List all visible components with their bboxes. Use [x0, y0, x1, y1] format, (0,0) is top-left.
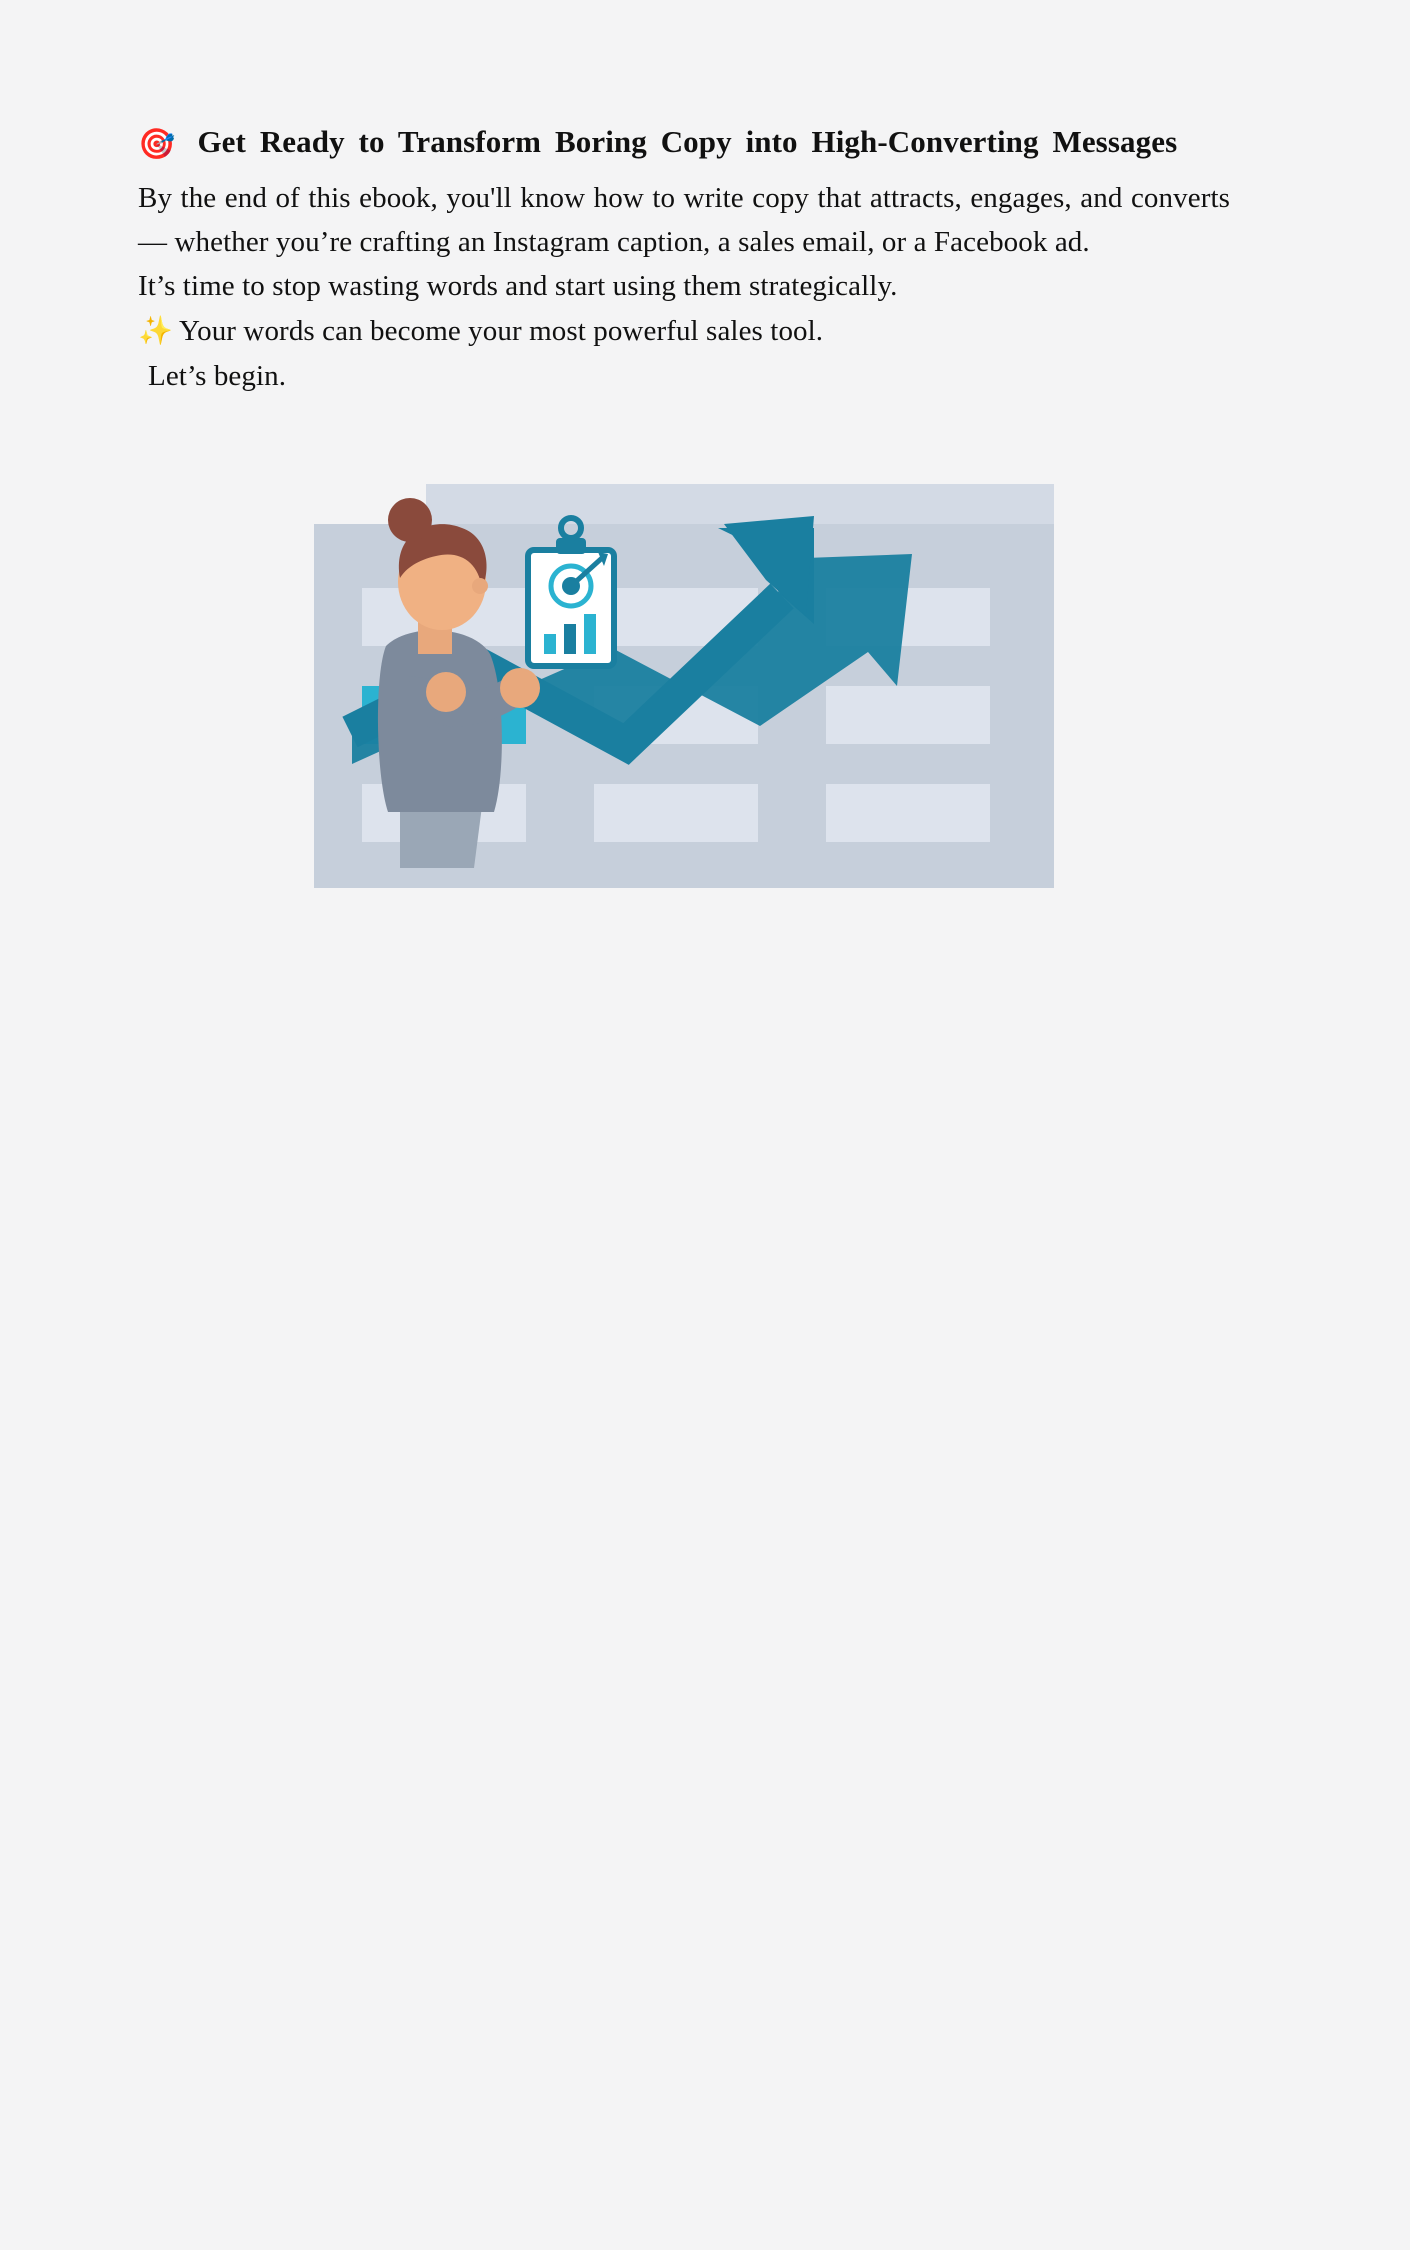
paragraph-sparkle [138, 309, 1230, 354]
paragraph-intro: By the end of this ebook, you'll know how to write copy that attracts, engages, and converts — whether you’re crafting an Instagram caption, a sales email, or a Facebook ad. [138, 181, 1230, 258]
page-title-text: Get Ready to Transform Boring Copy into High-Converting Messages [197, 124, 1178, 159]
page-title [138, 118, 1230, 168]
illustration-figure [138, 476, 1230, 896]
marketing-growth-illustration [314, 476, 1054, 896]
paragraph-sparkle-text: Your words can become your most powerful sales tool. [178, 314, 824, 347]
paragraph-begin: Let’s begin. [148, 359, 287, 392]
target-icon: 🎯 [138, 128, 176, 161]
sparkle-icon: ✨ [138, 315, 173, 347]
paragraph-urgency: It’s time to stop wasting words and start using them strategically. [138, 270, 898, 303]
